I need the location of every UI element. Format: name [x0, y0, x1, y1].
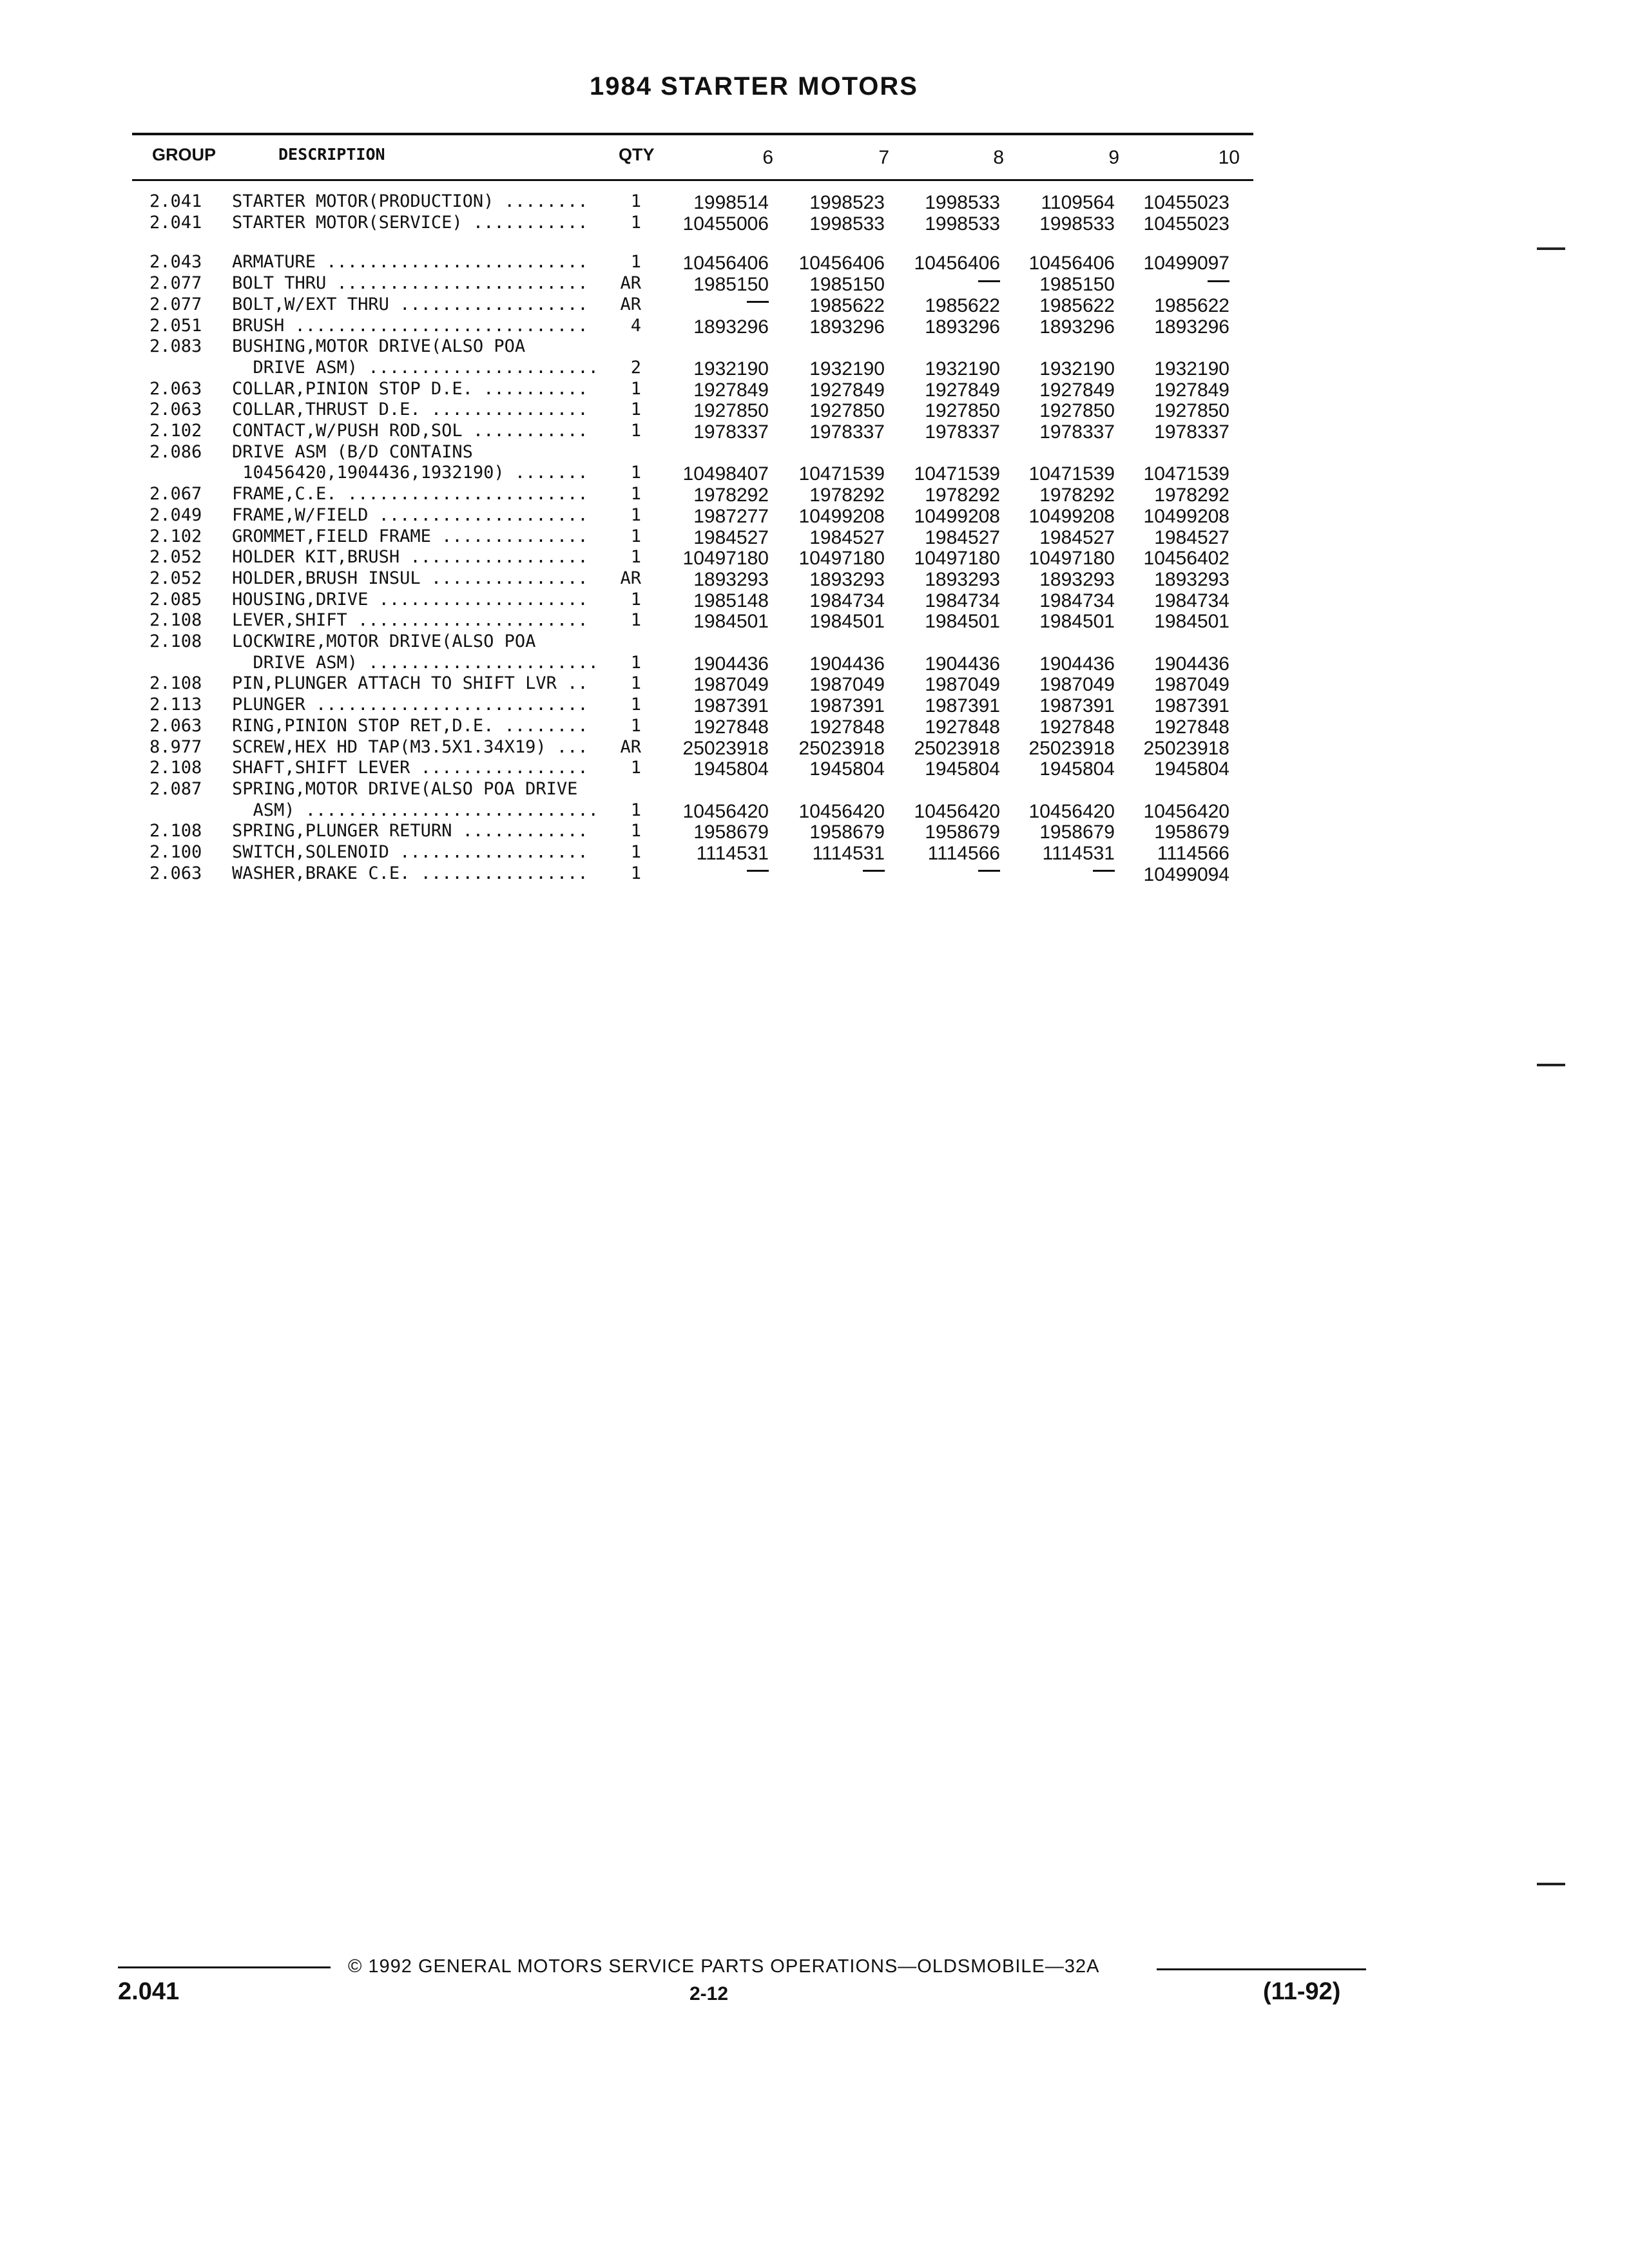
group-cell: 2.083	[149, 336, 202, 357]
part-number-cell: 10456420	[682, 800, 769, 822]
part-number-cell: 1904436	[1154, 653, 1229, 675]
part-number-cell: 10497180	[682, 548, 769, 570]
part-number-cell: 1987049	[1154, 674, 1229, 696]
table-row	[0, 546, 1289, 568]
description-cell: HOLDER,BRUSH INSUL ...............	[232, 568, 588, 588]
part-number-cell: 1932190	[693, 358, 769, 380]
part-number-cell: 1927849	[925, 379, 1000, 401]
qty-cell: 1	[630, 378, 641, 399]
footer-date: (11-92)	[1263, 1978, 1341, 2005]
part-number-cell: 10499094	[1143, 863, 1229, 885]
group-cell: 2.077	[149, 294, 202, 314]
part-number-cell: 10456406	[1028, 253, 1115, 274]
part-number-cell: 10497180	[1028, 548, 1115, 570]
part-number-cell: 1998533	[1039, 213, 1115, 235]
group-cell: 2.108	[149, 631, 202, 651]
part-number-cell: 1927850	[1039, 400, 1115, 422]
group-cell: 2.049	[149, 505, 202, 525]
description-cell: DRIVE ASM (B/D CONTAINS	[232, 441, 473, 462]
part-number-cell: 1904436	[925, 653, 1000, 675]
part-number-cell: 1984501	[693, 611, 769, 633]
part-number-cell: 1978292	[693, 485, 769, 506]
footer-page-number: 2-12	[689, 1983, 729, 2004]
qty-cell: 1	[630, 191, 641, 211]
column-header-9: 9	[1108, 147, 1119, 168]
part-number-cell: 1987391	[693, 695, 769, 717]
qty-cell: 1	[630, 463, 641, 483]
group-cell: 2.102	[149, 421, 202, 441]
part-number-cell: 1114531	[696, 843, 769, 864]
part-number-cell: 1998523	[809, 192, 885, 213]
description-cell: DRIVE ASM) ......................	[232, 357, 599, 378]
qty-cell: 1	[630, 484, 641, 505]
part-number-cell: 10455023	[1143, 213, 1229, 235]
margin-mark	[1537, 247, 1565, 250]
description-cell: BOLT,W/EXT THRU ..................	[232, 294, 588, 314]
part-number-cell: 1985622	[809, 294, 885, 316]
table-row	[0, 610, 1289, 631]
table-row	[0, 820, 1289, 841]
part-number-cell: 1893296	[1039, 316, 1115, 338]
part-number-cell: 1987049	[925, 674, 1000, 696]
qty-cell: AR	[620, 736, 641, 757]
qty-cell: 1	[630, 252, 641, 273]
group-cell: 2.108	[149, 821, 202, 841]
qty-cell: 1	[630, 821, 641, 841]
group-cell: 2.113	[149, 695, 202, 715]
part-number-cell: 1114566	[1157, 843, 1229, 864]
part-number-cell: 1987049	[1039, 674, 1115, 696]
dash-mark	[1208, 280, 1229, 282]
part-number-cell: 1893296	[809, 316, 885, 338]
part-number-cell: 1978337	[925, 421, 1000, 443]
group-cell: 2.063	[149, 715, 202, 736]
description-cell: BRUSH ............................	[232, 315, 588, 336]
column-header-10: 10	[1218, 147, 1240, 168]
group-cell: 2.108	[149, 673, 202, 694]
table-row	[0, 778, 1289, 800]
margin-mark	[1537, 1064, 1565, 1066]
description-cell: SCREW,HEX HD TAP(M3.5X1.34X19) ...	[232, 736, 588, 757]
part-number-cell: 1984527	[925, 526, 1000, 548]
qty-cell: 1	[630, 505, 641, 525]
part-number-cell: 1904436	[693, 653, 769, 675]
column-header-group: GROUP	[152, 145, 217, 164]
description-cell: STARTER MOTOR(PRODUCTION) ........	[232, 191, 588, 211]
part-number-cell: 1927850	[925, 400, 1000, 422]
part-number-cell: 1932190	[1039, 358, 1115, 380]
group-cell: 2.063	[149, 378, 202, 399]
description-cell: LOCKWIRE,MOTOR DRIVE(ALSO POA	[232, 631, 536, 651]
description-cell: BUSHING,MOTOR DRIVE(ALSO POA	[232, 336, 526, 357]
part-number-cell: 1987391	[1154, 695, 1229, 717]
part-number-cell: 1998533	[925, 213, 1000, 235]
part-number-cell: 1893293	[1039, 568, 1115, 590]
part-number-cell: 1927850	[693, 400, 769, 422]
group-cell: 2.108	[149, 758, 202, 778]
column-header-8: 8	[993, 147, 1004, 168]
table-row	[0, 736, 1289, 758]
table-row	[0, 315, 1289, 336]
table-row	[0, 694, 1289, 715]
description-cell: RING,PINION STOP RET,D.E. ........	[232, 715, 588, 736]
part-number-cell: 25023918	[914, 737, 1000, 759]
part-number-cell: 1114531	[812, 843, 885, 864]
description-cell: 10456420,1904436,1932190) .......	[232, 463, 588, 483]
group-cell: 2.052	[149, 568, 202, 588]
table-row	[0, 863, 1289, 884]
table-row	[0, 273, 1289, 294]
qty-cell: 1	[630, 758, 641, 778]
part-number-cell: 1978292	[809, 485, 885, 506]
part-number-cell: 10456420	[1143, 800, 1229, 822]
description-cell: SPRING,MOTOR DRIVE(ALSO POA DRIVE	[232, 778, 578, 799]
description-cell: DRIVE ASM) ......................	[232, 652, 599, 673]
footer-section-number: 2.041	[118, 1978, 180, 2005]
table-row	[0, 399, 1289, 420]
description-cell: WASHER,BRAKE C.E. ................	[232, 863, 588, 883]
table-row	[0, 294, 1289, 315]
part-number-cell: 1984501	[925, 611, 1000, 633]
not-applicable-dash	[640, 295, 769, 316]
description-cell: COLLAR,PINION STOP D.E. ..........	[232, 378, 588, 399]
qty-cell: AR	[620, 568, 641, 588]
part-number-cell: 1987049	[693, 674, 769, 696]
table-row	[0, 483, 1289, 505]
table-row	[0, 526, 1289, 547]
part-number-cell: 1927850	[809, 400, 885, 422]
description-cell: BOLT THRU ........................	[232, 273, 588, 294]
group-cell: 8.977	[149, 736, 202, 757]
part-number-cell: 1927848	[925, 716, 1000, 738]
group-cell: 2.108	[149, 610, 202, 631]
part-number-cell: 1945804	[693, 758, 769, 780]
part-number-cell: 10497180	[798, 548, 885, 570]
part-number-cell: 25023918	[682, 737, 769, 759]
table-row	[0, 441, 1289, 463]
part-number-cell: 1985622	[925, 294, 1000, 316]
part-number-cell: 1893296	[693, 316, 769, 338]
not-applicable-dash	[986, 864, 1115, 885]
part-number-cell: 10471539	[1028, 463, 1115, 485]
table-row	[0, 757, 1289, 778]
part-number-cell: 1985148	[693, 590, 769, 611]
part-number-cell: 1985622	[1039, 294, 1115, 316]
group-cell: 2.085	[149, 589, 202, 610]
table-row	[0, 336, 1289, 357]
part-number-cell: 1984501	[809, 611, 885, 633]
part-number-cell: 1984734	[1154, 590, 1229, 611]
part-number-cell: 1927848	[1039, 716, 1115, 738]
part-number-cell: 1987049	[809, 674, 885, 696]
part-number-cell: 10471539	[914, 463, 1000, 485]
group-cell: 2.052	[149, 547, 202, 568]
not-applicable-dash	[871, 274, 1000, 295]
description-cell: PLUNGER ..........................	[232, 695, 588, 715]
part-number-cell: 10499208	[1143, 505, 1229, 527]
description-cell: LEVER,SHIFT ......................	[232, 610, 588, 631]
part-number-cell: 1984501	[1039, 611, 1115, 633]
part-number-cell: 1984527	[1154, 526, 1229, 548]
group-cell: 2.102	[149, 526, 202, 546]
table-row	[0, 378, 1289, 399]
table-row	[0, 251, 1289, 273]
header-rule	[132, 179, 1253, 181]
group-cell: 2.077	[149, 273, 202, 294]
part-number-cell: 1978337	[809, 421, 885, 443]
qty-cell: 1	[630, 547, 641, 568]
qty-cell: AR	[620, 294, 641, 314]
part-number-cell: 10471539	[1143, 463, 1229, 485]
table-row	[0, 715, 1289, 736]
part-number-cell: 1998533	[809, 213, 885, 235]
part-number-cell: 10456420	[914, 800, 1000, 822]
description-cell: CONTACT,W/PUSH ROD,SOL ...........	[232, 421, 588, 441]
qty-cell: 2	[630, 357, 641, 378]
part-number-cell: 1987391	[1039, 695, 1115, 717]
part-number-cell: 1958679	[1039, 822, 1115, 843]
part-number-cell: 1904436	[809, 653, 885, 675]
part-number-cell: 1984527	[693, 526, 769, 548]
footer-rule-left	[118, 1966, 331, 1968]
part-number-cell: 10497180	[914, 548, 1000, 570]
qty-cell: 1	[630, 715, 641, 736]
part-number-cell: 1893296	[1154, 316, 1229, 338]
qty-cell: 4	[630, 315, 641, 336]
part-number-cell: 1984501	[1154, 611, 1229, 633]
qty-cell: 1	[630, 399, 641, 420]
part-number-cell: 1984734	[925, 590, 1000, 611]
part-number-cell: 1114531	[1042, 843, 1115, 864]
footer-rule-right	[1157, 1968, 1366, 1970]
part-number-cell: 1109564	[1041, 192, 1115, 213]
qty-cell: 1	[630, 863, 641, 883]
part-number-cell: 10456420	[798, 800, 885, 822]
part-number-cell: 10499208	[914, 505, 1000, 527]
part-number-cell: 1985622	[1154, 294, 1229, 316]
page-title: 1984 STARTER MOTORS	[590, 72, 918, 101]
part-number-cell: 1893293	[1154, 568, 1229, 590]
part-number-cell: 1927850	[1154, 400, 1229, 422]
description-cell: HOUSING,DRIVE ....................	[232, 589, 588, 610]
description-cell: ARMATURE .........................	[232, 252, 588, 273]
part-number-cell: 1114566	[927, 843, 1000, 864]
qty-cell: AR	[620, 273, 641, 294]
part-number-cell: 1978292	[1154, 485, 1229, 506]
part-number-cell: 1958679	[925, 822, 1000, 843]
table-row	[0, 631, 1289, 652]
table-row	[0, 420, 1289, 441]
part-number-cell: 1984527	[1039, 526, 1115, 548]
not-applicable-dash	[1101, 274, 1229, 295]
part-number-cell: 10471539	[798, 463, 885, 485]
description-cell: COLLAR,THRUST D.E. ...............	[232, 399, 588, 420]
table-row	[0, 191, 1289, 212]
part-number-cell: 1978292	[1039, 485, 1115, 506]
group-cell: 2.063	[149, 863, 202, 883]
not-applicable-dash	[640, 864, 769, 885]
part-number-cell: 1978337	[1039, 421, 1115, 443]
part-number-cell: 1927849	[809, 379, 885, 401]
table-row	[0, 505, 1289, 526]
qty-cell: 1	[630, 800, 641, 820]
description-cell: ASM) ............................	[232, 800, 599, 820]
part-number-cell: 10456406	[914, 253, 1000, 274]
not-applicable-dash	[756, 864, 885, 885]
qty-cell: 1	[630, 673, 641, 694]
group-cell: 2.043	[149, 252, 202, 273]
part-number-cell: 1927848	[693, 716, 769, 738]
part-number-cell: 1958679	[693, 822, 769, 843]
part-number-cell: 1958679	[809, 822, 885, 843]
description-cell: PIN,PLUNGER ATTACH TO SHIFT LVR ..	[232, 673, 588, 694]
column-header-7: 7	[878, 147, 889, 168]
part-number-cell: 1987277	[693, 505, 769, 527]
footer-copyright: © 1992 GENERAL MOTORS SERVICE PARTS OPERATIONS—OLDSMOBILE—32A	[348, 1956, 1100, 1977]
part-number-cell: 1978337	[1154, 421, 1229, 443]
part-number-cell: 1945804	[1039, 758, 1115, 780]
qty-cell: 1	[630, 526, 641, 546]
part-number-cell: 1998533	[925, 192, 1000, 213]
part-number-cell: 10456420	[1028, 800, 1115, 822]
part-number-cell: 1985150	[809, 274, 885, 296]
part-number-cell: 1985150	[693, 274, 769, 296]
group-cell: 2.041	[149, 191, 202, 211]
part-number-cell: 1927848	[809, 716, 885, 738]
part-number-cell: 10456406	[682, 253, 769, 274]
qty-cell: 1	[630, 589, 641, 610]
table-row	[0, 589, 1289, 610]
qty-cell: 1	[630, 421, 641, 441]
qty-cell: 1	[630, 652, 641, 673]
part-number-cell: 25023918	[1028, 737, 1115, 759]
group-cell: 2.051	[149, 315, 202, 336]
group-cell: 2.086	[149, 441, 202, 462]
part-number-cell: 1927848	[1154, 716, 1229, 738]
part-number-cell: 10499097	[1143, 253, 1229, 274]
table-row	[0, 462, 1289, 483]
description-cell: STARTER MOTOR(SERVICE) ...........	[232, 212, 588, 233]
part-number-cell: 1893293	[693, 568, 769, 590]
description-cell: FRAME,W/FIELD ....................	[232, 505, 588, 525]
description-cell: HOLDER KIT,BRUSH .................	[232, 547, 588, 568]
part-number-cell: 10499208	[798, 505, 885, 527]
description-cell: SWITCH,SOLENOID ..................	[232, 842, 588, 862]
group-cell: 2.063	[149, 399, 202, 420]
group-cell: 2.041	[149, 212, 202, 233]
part-number-cell: 1984734	[1039, 590, 1115, 611]
part-number-cell: 10455006	[682, 213, 769, 235]
not-applicable-dash	[871, 864, 1000, 885]
part-number-cell: 1978337	[693, 421, 769, 443]
part-number-cell: 1932190	[809, 358, 885, 380]
part-number-cell: 1893293	[925, 568, 1000, 590]
table-row	[0, 673, 1289, 694]
part-number-cell: 1987391	[809, 695, 885, 717]
qty-cell: 1	[630, 610, 641, 631]
table-row	[0, 357, 1289, 378]
part-number-cell: 1998514	[693, 192, 769, 213]
part-number-cell: 1945804	[809, 758, 885, 780]
column-header-qty: QTY	[619, 145, 655, 164]
part-number-cell: 1985150	[1039, 274, 1115, 296]
part-number-cell: 1904436	[1039, 653, 1115, 675]
part-number-cell: 1927849	[1154, 379, 1229, 401]
part-number-cell: 10498407	[682, 463, 769, 485]
part-number-cell: 1958679	[1154, 822, 1229, 843]
table-row	[0, 652, 1289, 673]
part-number-cell: 1927849	[693, 379, 769, 401]
margin-mark	[1537, 1883, 1565, 1885]
column-header-description: DESCRIPTION	[278, 145, 385, 164]
group-cell: 2.100	[149, 842, 202, 862]
part-number-cell: 1932190	[925, 358, 1000, 380]
group-cell: 2.067	[149, 484, 202, 505]
description-cell: SHAFT,SHIFT LEVER ................	[232, 758, 588, 778]
table-row	[0, 841, 1289, 863]
part-number-cell: 1984527	[809, 526, 885, 548]
description-cell: FRAME,C.E. .......................	[232, 484, 588, 505]
part-number-cell: 10499208	[1028, 505, 1115, 527]
top-rule	[132, 133, 1253, 135]
part-number-cell: 1932190	[1154, 358, 1229, 380]
part-number-cell: 1945804	[1154, 758, 1229, 780]
description-cell: SPRING,PLUNGER RETURN ............	[232, 821, 588, 841]
part-number-cell: 1987391	[925, 695, 1000, 717]
qty-cell: 1	[630, 695, 641, 715]
qty-cell: 1	[630, 212, 641, 233]
part-number-cell: 1893293	[809, 568, 885, 590]
part-number-cell: 1978292	[925, 485, 1000, 506]
part-number-cell: 1927849	[1039, 379, 1115, 401]
table-row	[0, 568, 1289, 589]
qty-cell: 1	[630, 842, 641, 862]
group-cell: 2.087	[149, 778, 202, 799]
column-header-6: 6	[762, 147, 773, 168]
table-row	[0, 212, 1289, 233]
table-row	[0, 800, 1289, 821]
part-number-cell: 10456402	[1143, 548, 1229, 570]
part-number-cell: 25023918	[1143, 737, 1229, 759]
part-number-cell: 1984734	[809, 590, 885, 611]
part-number-cell: 1945804	[925, 758, 1000, 780]
part-number-cell: 25023918	[798, 737, 885, 759]
part-number-cell: 10456406	[798, 253, 885, 274]
part-number-cell: 10455023	[1143, 192, 1229, 213]
part-number-cell: 1893296	[925, 316, 1000, 338]
description-cell: GROMMET,FIELD FRAME ..............	[232, 526, 588, 546]
